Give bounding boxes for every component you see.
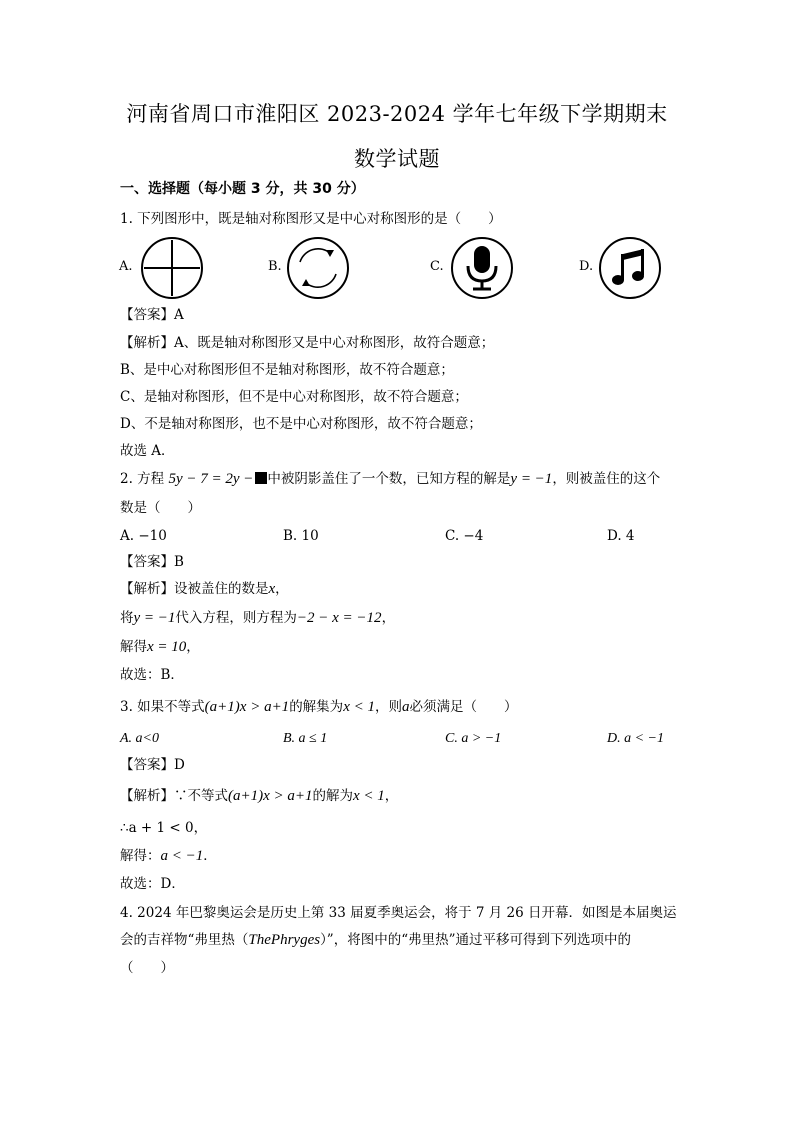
- q1-analysis-line: 故选 A．: [120, 443, 175, 459]
- q2-stem-text: 中被阴影盖住了一个数，已知方程的解是: [267, 471, 511, 487]
- q2-analysis-line: [120, 580, 289, 598]
- q1-analysis-line: 【解析】A、既是轴对称图形又是中心对称图形，故符合题意；: [120, 335, 495, 351]
- music-note-icon: [598, 236, 662, 300]
- analysis-text: 【解析】∵不等式: [120, 788, 228, 804]
- analysis-text: ，: [384, 788, 399, 804]
- q4-mascot-name: ThePhryges: [248, 932, 321, 948]
- q2-option-a: A. −10: [120, 528, 167, 544]
- q3-stem-text: 必须满足（ ）: [409, 699, 518, 715]
- q1-option-a-label: A.: [119, 259, 133, 274]
- q3-solution-set: x < 1: [343, 699, 375, 715]
- q3-stem-text: 的解集为: [289, 699, 344, 715]
- q2-answer: 【答案】B: [120, 554, 184, 570]
- analysis-text: 解得：: [120, 848, 161, 864]
- analysis-text: 将: [120, 610, 134, 626]
- q1-option-d-label: D.: [579, 259, 594, 274]
- q3-option-b: B. a ≤ 1: [283, 731, 328, 746]
- q3-analysis-line: ∴a + 1 < 0，: [120, 820, 208, 836]
- q2-option-d: D. 4: [607, 528, 635, 544]
- q3-option-a: A. a<0: [120, 731, 159, 746]
- q3-inequality: (a+1)x > a+1: [204, 699, 290, 715]
- q2-stem-line2: 数是（ ）: [120, 500, 201, 516]
- q1-analysis-line: C、是轴对称图形，但不是中心对称图形，故不符合题意；: [120, 389, 468, 405]
- q1-analysis-line: D、不是轴对称图形，也不是中心对称图形，故不符合题意；: [120, 416, 482, 432]
- q2-stem: [120, 470, 660, 488]
- q4-stem-line3: （ ）: [120, 960, 174, 976]
- shaded-box: [255, 472, 267, 484]
- q1-analysis-line: B、是中心对称图形但不是轴对称图形，故不符合题意；: [120, 362, 454, 378]
- q3-variable: a: [401, 699, 410, 715]
- analysis-text: 的解为: [312, 788, 354, 804]
- q4-stem-text: ）”，将图中的“弗里热”通过平移可得到下列选项中的: [320, 932, 632, 948]
- analysis-text: ．: [203, 848, 217, 864]
- circular-arrows-icon: [286, 236, 350, 300]
- analysis-text: 解得: [120, 639, 147, 655]
- q3-analysis-line: [120, 787, 398, 805]
- q2-equation: 5y − 7 = 2y −: [168, 471, 254, 487]
- analysis-text: ，: [275, 581, 289, 597]
- q1-stem: 1. 下列图形中，既是轴对称图形又是中心对称图形的是（ ）: [120, 211, 502, 227]
- q3-stem-text: ，则: [374, 699, 402, 715]
- analysis-math: (a+1)x > a+1: [228, 788, 313, 804]
- analysis-text: 【解析】设被盖住的数是: [120, 581, 269, 597]
- analysis-math: x = 10: [147, 639, 187, 655]
- microphone-icon: [450, 236, 514, 300]
- q2-stem-text: ，则被盖住的这个: [552, 471, 661, 487]
- q4-stem: 4. 2024 年巴黎奥运会是历史上第 33 届夏季奥运会，将于 7 月 26 日开幕．如图是本届奥运: [120, 905, 677, 921]
- q2-analysis-line: [120, 609, 395, 627]
- document-subtitle: 数学试题: [354, 147, 440, 171]
- q3-option-c: C. a > −1: [445, 731, 502, 746]
- analysis-math: x < 1: [353, 788, 385, 804]
- analysis-text: ，: [186, 639, 200, 655]
- q3-option-d: D. a < −1: [607, 731, 665, 746]
- analysis-math: y = −1: [133, 610, 176, 626]
- q1-option-c-label: C.: [430, 259, 444, 274]
- circle-cross-icon: [140, 236, 204, 300]
- q3-stem-text: 3. 如果不等式: [120, 699, 205, 715]
- q2-option-c: C. −4: [445, 528, 484, 544]
- q2-analysis-line: [120, 638, 200, 656]
- analysis-text: ，: [381, 610, 396, 626]
- document-title: 河南省周口市淮阳区 2023-2024 学年七年级下学期期末: [126, 102, 668, 126]
- q1-answer: 【答案】A: [120, 307, 184, 323]
- analysis-math: a < −1: [160, 848, 204, 864]
- q1-option-b-label: B.: [268, 259, 282, 274]
- analysis-text: 代入方程，则方程为: [175, 610, 297, 626]
- q4-stem-text: 会的吉祥物“弗里热（: [120, 932, 249, 948]
- q3-stem: [120, 698, 517, 716]
- q3-analysis-line: [120, 847, 217, 865]
- q2-solution: y = −1: [510, 471, 553, 487]
- analysis-math: x: [268, 581, 276, 597]
- q3-conclusion: 故选：D．: [120, 876, 185, 892]
- q4-stem-line2: [120, 931, 631, 949]
- q3-answer: 【答案】D: [120, 757, 185, 773]
- q2-stem-text: 2. 方程: [120, 471, 165, 487]
- q2-conclusion: 故选：B．: [120, 667, 184, 683]
- section-heading: 一、选择题（每小题 3 分，共 30 分）: [120, 181, 365, 197]
- analysis-math: −2 − x = −12: [296, 610, 382, 626]
- q2-option-b: B. 10: [283, 528, 319, 544]
